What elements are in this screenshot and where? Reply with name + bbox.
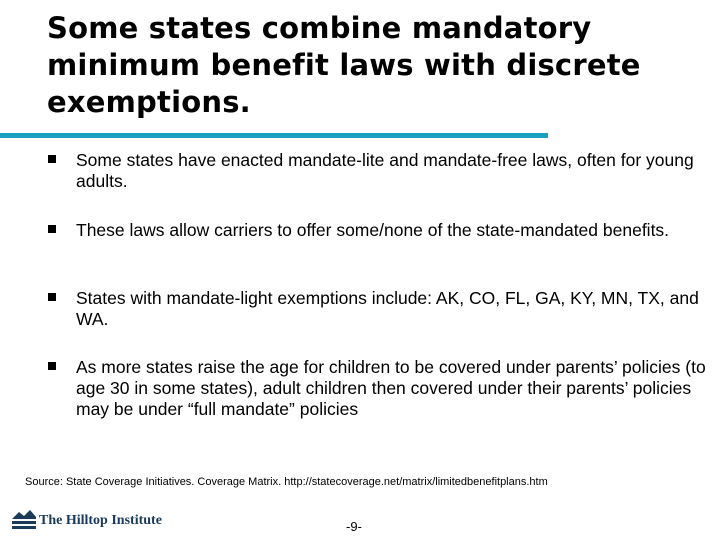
bullet-text: These laws allow carriers to offer some/none of the state-mandated benefits. (76, 220, 670, 240)
hilltop-logo-icon (12, 507, 36, 531)
bullet-square-icon (48, 362, 56, 370)
title-underline (0, 133, 548, 138)
bullet-text: As more states raise the age for children to be covered under parents’ policies (to age 30 in some states), adult children then covered under their parents’ policies may be under “full mandate” policies (76, 357, 706, 419)
bullet-text: States with mandate-light exemptions include: AK, CO, FL, GA, KY, MN, TX, and WA. (76, 288, 699, 329)
source-citation: Source: State Coverage Initiatives. Coverage Matrix. http://statecoverage.net/matrix/limitedbenefitplans.htm (25, 476, 548, 488)
bullet-text: Some states have enacted mandate-lite and mandate-free laws, often for young adults. (76, 150, 694, 191)
page-number: -9- (346, 519, 362, 534)
bullet-square-icon (48, 155, 56, 163)
bullet-square-icon (48, 293, 56, 301)
bullet-square-icon (48, 225, 56, 233)
logo-text: The Hilltop Institute (39, 513, 162, 528)
slide-title: Some states combine mandatory minimum benefit laws with discrete exemptions. (47, 11, 641, 119)
hilltop-logo (12, 507, 192, 533)
